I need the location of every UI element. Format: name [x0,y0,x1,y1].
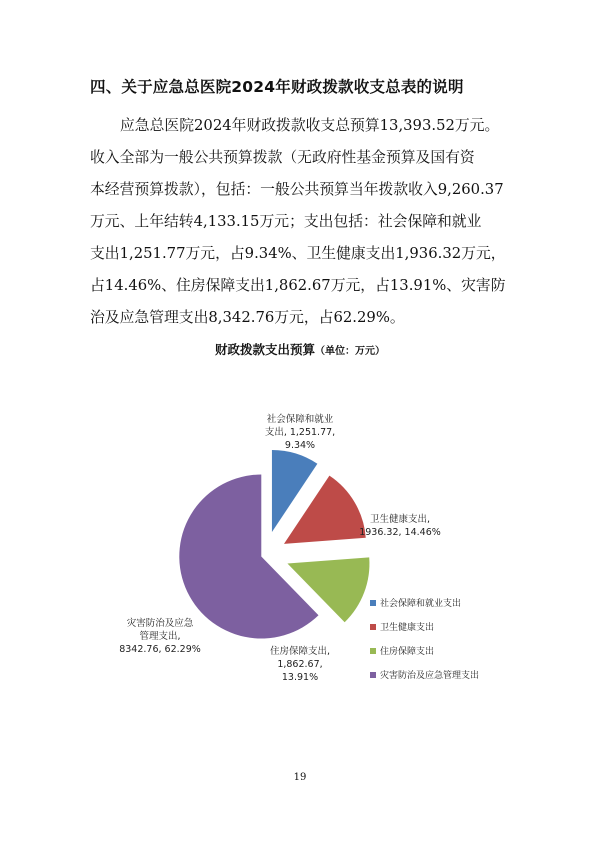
chart-title-unit: （单位：万元） [315,346,385,357]
data-label-disaster-prevention: 灾害防治及应急管理支出, 8342.76, 62.29% [119,618,201,655]
page-number: 19 [293,772,307,783]
legend-swatch-health [370,624,376,630]
paragraph-line: 收入全部为一般公共预算拨款（无政府性基金预算及国有资 [90,149,475,166]
legend-label-disaster-prevention: 灾害防治及应急管理支出 [380,671,480,681]
paragraph-line: 支出1,251.77万元，占9.34%、卫生健康支出1,936.32万元， [90,245,506,262]
paragraph-line: 应急总医院2024年财政拨款收支总预算13,393.52万元。 [120,117,500,134]
pie-slice-disaster-prevention [179,475,318,639]
paragraph-line: 治及应急管理支出8,342.76万元，占62.29%。 [90,309,405,326]
data-label-housing: 住房保障支出, 1,862.67, 13.91% [269,646,331,683]
chart-title-text: 财政拨款支出预算 [214,342,315,357]
paragraph-line: 占14.46%、住房保障支出1,862.67万元，占13.91%、灾害防 [90,277,506,294]
section-heading: 四、关于应急总医院2024年财政拨款收支总表的说明 [90,78,464,96]
legend-label-social-security: 社会保障和就业支出 [380,599,462,609]
legend-swatch-disaster-prevention [370,672,376,678]
data-label-social-security: 社会保障和就业支出, 1,251.77, 9.34% [264,414,336,451]
legend-swatch-social-security [370,600,376,606]
legend-label-housing: 住房保障支出 [380,647,435,657]
legend-label-health: 卫生健康支出 [380,623,435,633]
paragraph-line: 万元、上年结转4,133.15万元；支出包括：社会保障和就业 [90,213,482,230]
legend-swatch-housing [370,648,376,654]
paragraph-line: 本经营预算拨款），包括：一般公共预算当年拨款收入9,260.37 [90,181,504,198]
data-label-health: 卫生健康支出, 1936.32, 14.46% [359,514,441,538]
